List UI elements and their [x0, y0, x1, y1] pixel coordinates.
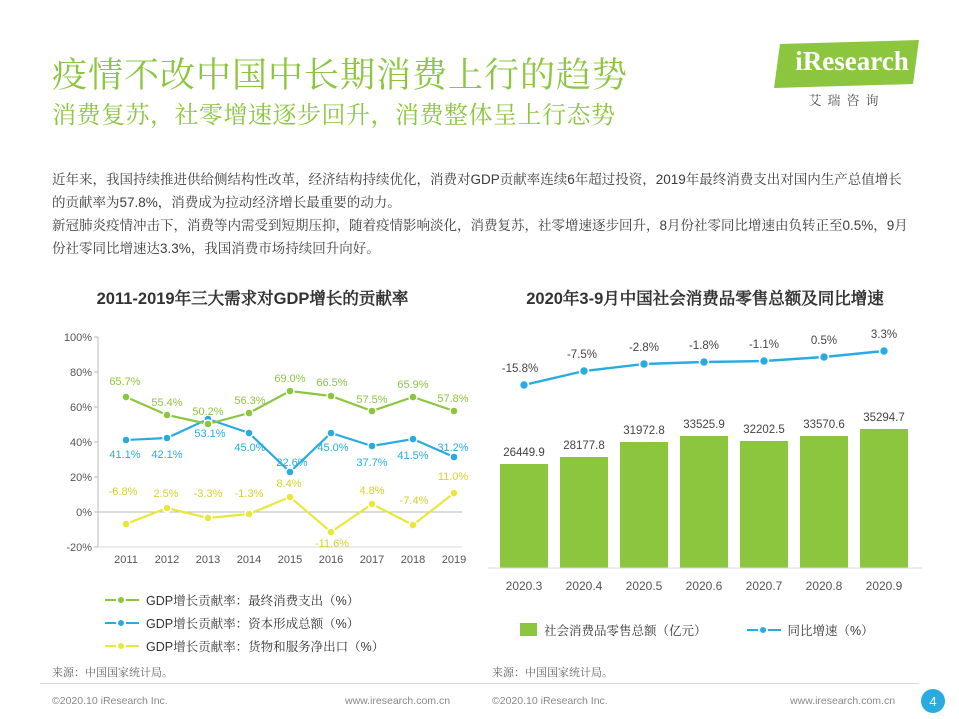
right-line-labels [502, 329, 897, 375]
svg-text:55.4%: 55.4% [151, 397, 183, 409]
svg-text:42.1%: 42.1% [151, 449, 183, 461]
footer-url-right[interactable]: www.iresearch.com.cn [790, 695, 896, 707]
svg-text:2018: 2018 [400, 554, 426, 566]
svg-text:-7.5%: -7.5% [566, 349, 598, 361]
legend-label-capital-formation: GDP增长贡献率：资本形成总额（%） [146, 616, 360, 631]
svg-text:-3.3%: -3.3% [193, 488, 223, 500]
svg-text:31.2%: 31.2% [437, 442, 469, 454]
svg-text:32202.5: 32202.5 [743, 424, 785, 436]
svg-text:31972.8: 31972.8 [623, 425, 665, 437]
svg-text:22.6%: 22.6% [276, 457, 308, 469]
footer-divider [40, 683, 919, 684]
slide-header [0, 0, 959, 130]
legend-item-net-exports[interactable] [105, 634, 435, 657]
legend-label-growth-rate: 同比增速（%） [787, 623, 874, 638]
right-combo-chart [480, 320, 930, 590]
bar-2020-3 [500, 464, 548, 568]
legend-item-final-consumption[interactable] [105, 588, 435, 611]
svg-text:2017: 2017 [359, 554, 385, 566]
legend-label-net-exports: GDP增长贡献率：货物和服务净出口（%） [146, 639, 385, 654]
svg-text:2020.3: 2020.3 [505, 579, 543, 590]
svg-text:65.7%: 65.7% [109, 376, 141, 388]
svg-text:-20%: -20% [66, 542, 92, 554]
svg-text:2012: 2012 [154, 554, 180, 566]
svg-text:2020.4: 2020.4 [565, 579, 603, 590]
svg-text:45.0%: 45.0% [234, 442, 266, 454]
legend-item-capital-formation[interactable] [105, 611, 435, 634]
svg-text:-11.6%: -11.6% [314, 538, 350, 550]
left-chart-title: 2011-2019年三大需求对GDP增长的贡献率 [96, 290, 409, 308]
svg-text:41.5%: 41.5% [397, 450, 429, 462]
bar-2020-6 [680, 436, 728, 568]
svg-text:33525.9: 33525.9 [683, 419, 725, 431]
svg-text:8.4%: 8.4% [276, 478, 302, 490]
logo-text: iResearch [795, 46, 909, 76]
svg-text:2020.6: 2020.6 [685, 579, 723, 590]
svg-text:2020.9: 2020.9 [865, 579, 903, 590]
svg-text:-7.4%: -7.4% [399, 495, 429, 507]
right-chart-title: 2020年3-9月中国社会消费品零售总额及同比增速 [526, 290, 884, 308]
svg-text:11.0%: 11.0% [437, 471, 469, 483]
svg-text:-1.8%: -1.8% [688, 340, 720, 352]
bar-2020-9 [860, 429, 908, 568]
bar-2020-4 [560, 457, 608, 568]
bar-2020-8 [800, 436, 848, 568]
left-labels-capital-formation [109, 428, 468, 469]
logo-subtext: 艾瑞咨询 [808, 93, 885, 108]
svg-text:26449.9: 26449.9 [503, 447, 545, 459]
svg-text:2020.5: 2020.5 [625, 579, 663, 590]
left-chart-svg [30, 320, 470, 580]
footer-url-left[interactable]: www.iresearch.com.cn [345, 695, 451, 707]
svg-text:35294.7: 35294.7 [863, 412, 905, 424]
svg-text:69.0%: 69.0% [274, 373, 306, 385]
footer-copyright-left: ©2020.10 iResearch Inc. [52, 695, 168, 707]
svg-text:2.5%: 2.5% [153, 488, 179, 500]
legend-label-retail-total: 社会消费品零售总额（亿元） [544, 623, 707, 638]
page-title: 疫情不改中国中长期消费上行的趋势 [52, 56, 629, 95]
legend-line-green-icon [105, 599, 139, 601]
svg-text:100%: 100% [63, 332, 92, 344]
legend-line-yellow-icon [105, 645, 139, 647]
legend-label-final-consumption: GDP增长贡献率：最终消费支出（%） [146, 593, 360, 608]
svg-text:2019: 2019 [441, 554, 467, 566]
svg-text:2020.7: 2020.7 [745, 579, 783, 590]
svg-text:-1.3%: -1.3% [234, 488, 264, 500]
svg-text:0%: 0% [76, 507, 92, 519]
right-chart-source: 来源：中国国家统计局。 [492, 667, 613, 679]
svg-text:37.7%: 37.7% [356, 457, 388, 469]
svg-text:2015: 2015 [277, 554, 303, 566]
left-x-axis-labels [114, 554, 466, 566]
page-number-badge: 4 [921, 689, 945, 713]
page-subtitle: 消费复苏，社零增速逐步回升，消费整体呈上行态势 [52, 102, 616, 129]
right-x-axis-labels [506, 579, 903, 590]
legend-item-retail-total[interactable] [520, 618, 707, 641]
bar-2020-7 [740, 441, 788, 568]
svg-text:-6.8%: -6.8% [108, 486, 138, 498]
body-paragraphs [52, 168, 914, 260]
left-y-axis-labels [64, 332, 92, 554]
svg-text:40%: 40% [69, 437, 92, 449]
svg-text:33570.6: 33570.6 [803, 419, 845, 431]
paragraph-1: 近年来，我国持续推进供给侧结构性改革，经济结构持续优化，消费对GDP贡献率连续6年超过投资，2019年最终消费支出对国内生产总值增长的贡献率为57.8%，消费成为拉动经济增长最重要的动力。 [52, 172, 902, 210]
svg-text:28177.8: 28177.8 [563, 440, 605, 452]
svg-text:2016: 2016 [318, 554, 344, 566]
svg-text:2020.8: 2020.8 [805, 579, 843, 590]
svg-text:41.1%: 41.1% [109, 449, 141, 461]
svg-text:2014: 2014 [236, 554, 262, 566]
left-chart-source: 来源：中国国家统计局。 [52, 667, 173, 679]
svg-text:50.2%: 50.2% [192, 406, 224, 418]
svg-text:60%: 60% [69, 402, 92, 414]
footer-copyright-mid: ©2020.10 iResearch Inc. [492, 695, 608, 707]
right-chart-svg [480, 320, 930, 590]
left-chart-legend [105, 588, 435, 657]
svg-text:56.3%: 56.3% [234, 395, 266, 407]
svg-text:2013: 2013 [195, 554, 221, 566]
left-line-chart [30, 320, 470, 580]
svg-text:3.3%: 3.3% [870, 329, 898, 341]
svg-text:66.5%: 66.5% [316, 377, 348, 389]
svg-text:65.9%: 65.9% [397, 379, 429, 391]
legend-line-blue2-icon [747, 629, 781, 631]
bar-2020-5 [620, 442, 668, 568]
legend-item-growth-rate[interactable] [747, 618, 874, 641]
svg-text:80%: 80% [69, 367, 92, 379]
svg-text:-2.8%: -2.8% [628, 342, 660, 354]
paragraph-2: 新冠肺炎疫情冲击下，消费等内需受到短期压抑，随着疫情影响淡化，消费复苏，社零增速逐步回升，8月份社零同比增速由负转正至0.5%，9月份社零同比增速达3.3%，我国消费市场持续回升向好。 [52, 218, 908, 256]
svg-text:57.5%: 57.5% [356, 394, 388, 406]
svg-text:0.5%: 0.5% [810, 335, 838, 347]
svg-text:45.0%: 45.0% [317, 442, 349, 454]
slide-footer [0, 683, 959, 719]
legend-line-blue-icon [105, 622, 139, 624]
legend-square-green-icon [520, 623, 537, 636]
iresearch-logo [774, 40, 919, 112]
svg-text:20%: 20% [69, 472, 92, 484]
right-chart-legend [520, 618, 920, 641]
right-bars [500, 429, 908, 568]
svg-text:-15.8%: -15.8% [501, 363, 539, 375]
svg-text:57.8%: 57.8% [437, 393, 469, 405]
svg-text:53.1%: 53.1% [194, 428, 226, 440]
svg-text:4.8%: 4.8% [359, 485, 385, 497]
svg-text:2011: 2011 [114, 554, 138, 566]
svg-text:-1.1%: -1.1% [748, 339, 780, 351]
